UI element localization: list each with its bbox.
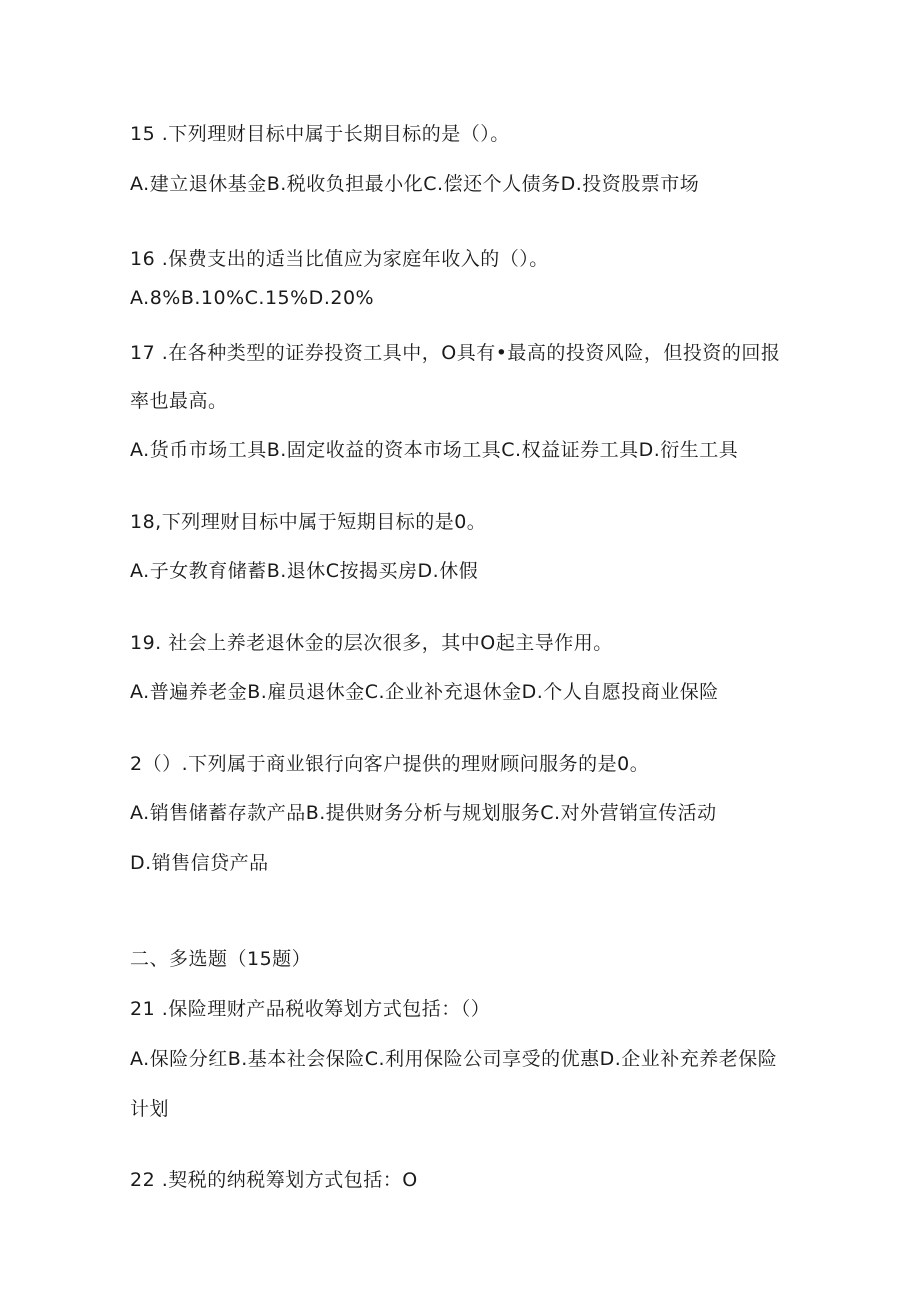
question-16-stem: 16 .保费支出的适当比值应为家庭年收入的（）。 [130, 248, 549, 270]
question-16-options: A.8%B.10%C.15%D.20% [130, 287, 375, 309]
question-22-stem: 22 .契税的纳税筹划方式包括：O [130, 1169, 418, 1191]
question-18-stem: 18,下列理财目标中属于短期目标的是0。 [130, 511, 487, 533]
question-19-stem: 19. 社会上养老退休金的层次很多，其中O起主导作用。 [130, 632, 613, 654]
question-17-stem-line1: 17 .在各种类型的证券投资工具中，O具有•最高的投资风险，但投资的回报 [130, 342, 781, 364]
question-20-stem: 2（）.下列属于商业银行向客户提供的理财顾问服务的是0。 [130, 753, 650, 775]
question-15-options: A.建立退休基金B.税收负担最小化C.偿还个人债务D.投资股票市场 [130, 173, 700, 195]
question-21-options-line1: A.保险分红B.基本社会保险C.利用保险公司享受的优惠D.企业补充养老保险 [130, 1048, 778, 1070]
question-17-options: A.货币市场工具B.固定收益的资本市场工具C.权益证券工具D.衍生工具 [130, 439, 739, 461]
question-21-options-line2: 计划 [130, 1098, 170, 1120]
question-21-stem: 21 .保险理财产品税收筹划方式包括：（） [130, 998, 491, 1020]
question-20-options-line1: A.销售储蓄存款产品B.提供财务分析与规划服务C.对外营销宣传活动 [130, 802, 717, 824]
question-18-options: A.子女教育储蓄B.退休C按揭买房D.休假 [130, 560, 479, 582]
question-17-stem-line2: 率也最高。 [130, 390, 228, 412]
question-15-stem: 15 .下列理财目标中属于长期目标的是（）。 [130, 123, 510, 145]
section-heading: 二、多选题（15题） [130, 948, 312, 970]
question-20-options-line2: D.销售信贷产品 [130, 852, 269, 874]
question-19-options: A.普遍养老金B.雇员退休金C.企业补充退休金D.个人自愿投商业保险 [130, 681, 719, 703]
